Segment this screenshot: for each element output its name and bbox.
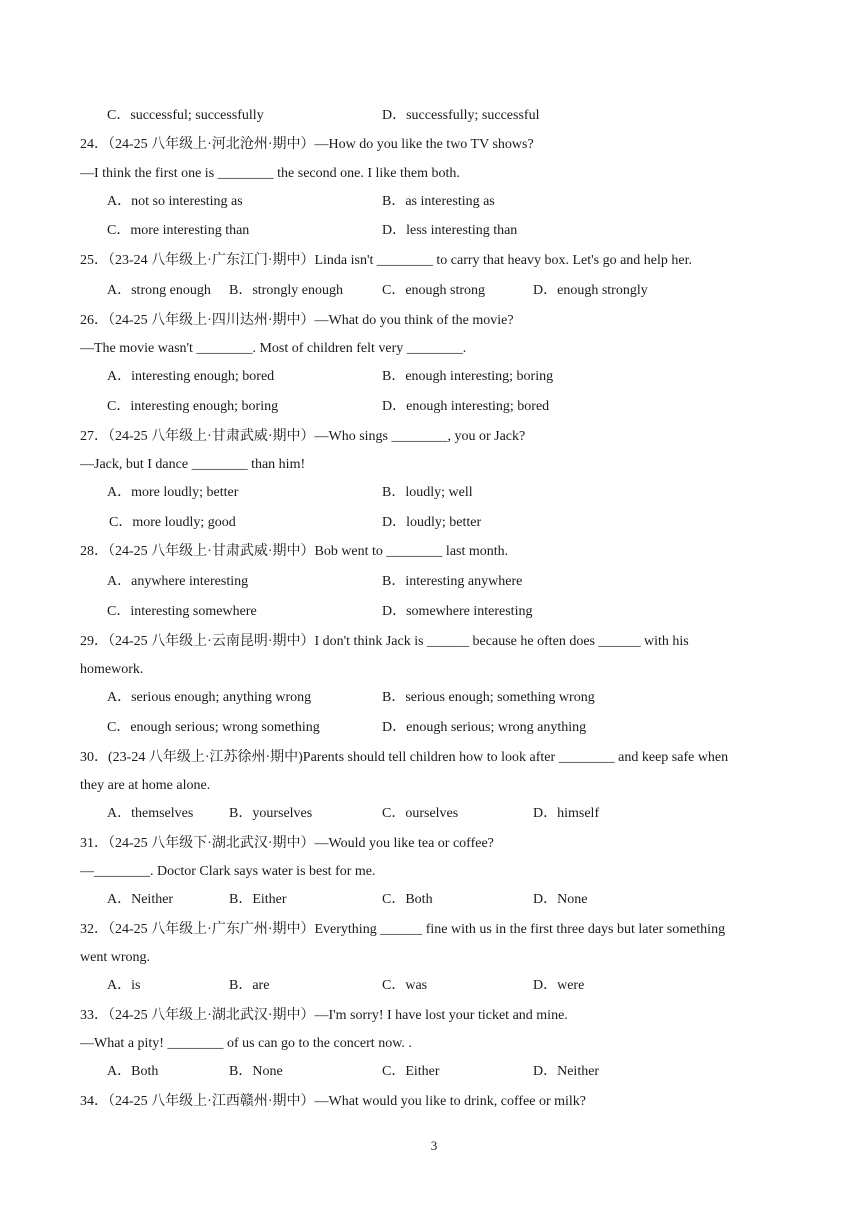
q24-options-row-1 — [107, 192, 827, 212]
q32-option-b: B．are — [229, 978, 270, 993]
q31-option-d: D．None — [533, 892, 588, 907]
q24-option-b: B．as interesting as — [382, 194, 495, 209]
q26-option-c: C．interesting enough; boring — [107, 399, 279, 414]
q28-option-c: C．interesting somewhere — [107, 604, 257, 619]
q25-option-a: A．strong enough — [107, 283, 211, 298]
q29-option-c: C．enough serious; wrong something — [107, 720, 320, 735]
q30-option-a: A．themselves — [107, 806, 194, 821]
q32-options-row — [107, 976, 827, 996]
q32-option-a: A．is — [107, 978, 141, 993]
q32-option-d: D．were — [533, 978, 585, 993]
q27-option-b: B．loudly; well — [382, 485, 473, 500]
q24-stem: 24．（24-25 八年级上·河北沧州·期中）—How do you like the two TV shows? — [80, 137, 534, 152]
q25-option-b: B．strongly enough — [229, 283, 343, 298]
q33-stem-2: —What a pity! ________ of us can go to the concert now. . — [80, 1036, 412, 1051]
q33-option-b: B．None — [229, 1064, 283, 1079]
q25-option-c: C．enough strong — [382, 283, 486, 298]
q27-options-row-1 — [107, 483, 827, 503]
q33-stem: 33．（24-25 八年级上·湖北武汉·期中）—I'm sorry! I have lost your ticket and mine. — [80, 1008, 568, 1023]
q33-option-d: D．Neither — [533, 1064, 600, 1079]
q31-option-a: A．Neither — [107, 892, 174, 907]
q30-options-row — [107, 804, 827, 824]
q26-stem: 26．（24-25 八年级上·四川达州·期中）—What do you think of the movie? — [80, 313, 514, 328]
q29-options-row-2 — [107, 718, 827, 738]
q30-option-b: B．yourselves — [229, 806, 313, 821]
q33-option-a: A．Both — [107, 1064, 159, 1079]
q26-options-row-2 — [107, 397, 827, 417]
q29-option-d: D．enough serious; wrong anything — [382, 720, 587, 735]
q28-options-row-1 — [107, 572, 827, 592]
q30-stem: 30．(23-24 八年级上·江苏徐州·期中)Parents should tell children how to look after ________ and keep safe when — [80, 750, 729, 765]
q24-option-a: A．not so interesting as — [107, 194, 243, 209]
q27-options-row-2 — [107, 513, 827, 533]
q31-stem-2: —________. Doctor Clark says water is best for me. — [80, 864, 376, 879]
q26-options-row-1 — [107, 367, 827, 387]
q28-options-row-2 — [107, 602, 827, 622]
q27-stem-2: —Jack, but I dance ________ than him! — [80, 457, 306, 472]
q27-option-a: A．more loudly; better — [107, 485, 239, 500]
q28-option-a: A．anywhere interesting — [107, 574, 249, 589]
q30-stem-2: they are at home alone. — [80, 778, 211, 793]
q28-option-b: B．interesting anywhere — [382, 574, 523, 589]
q27-stem: 27．（24-25 八年级上·甘肃武威·期中）—Who sings ________, you or Jack? — [80, 429, 526, 444]
q28-stem: 28．（24-25 八年级上·甘肃武威·期中）Bob went to ________ last month. — [80, 544, 509, 559]
q24-stem-2: —I think the first one is ________ the second one. I like them both. — [80, 166, 460, 181]
q31-option-b: B．Either — [229, 892, 287, 907]
q25-options-row — [107, 281, 827, 301]
q30-option-d: D．himself — [533, 806, 600, 821]
q31-options-row — [107, 890, 827, 910]
page-number: 3 — [430, 1138, 438, 1153]
q29-stem: 29．（24-25 八年级上·云南昆明·期中）I don't think Jack is ______ because he often does ______ with his — [80, 634, 689, 649]
q32-stem-2: went wrong. — [80, 950, 150, 965]
q26-option-d: D．enough interesting; bored — [382, 399, 550, 414]
q23-option-c: C．successful; successfully — [107, 108, 264, 123]
q28-option-d: D．somewhere interesting — [382, 604, 533, 619]
q23-option-d: D．successfully; successful — [382, 108, 540, 123]
q31-option-c: C．Both — [382, 892, 433, 907]
q29-stem-2: homework. — [80, 662, 144, 677]
q31-stem: 31．（24-25 八年级下·湖北武汉·期中）—Would you like tea or coffee? — [80, 836, 494, 851]
q24-options-row-2 — [107, 221, 827, 241]
q24-option-c: C．more interesting than — [107, 223, 250, 238]
q23-options-row — [107, 106, 827, 126]
q30-option-c: C．ourselves — [382, 806, 459, 821]
q32-option-c: C．was — [382, 978, 428, 993]
q29-option-b: B．serious enough; something wrong — [382, 690, 595, 705]
q29-options-row-1 — [107, 688, 827, 708]
q27-option-c: C．more loudly; good — [109, 515, 236, 530]
q26-option-b: B．enough interesting; boring — [382, 369, 554, 384]
q32-stem: 32．（24-25 八年级上·广东广州·期中）Everything ______ fine with us in the first three days but later something — [80, 922, 726, 937]
q25-option-d: D．enough strongly — [533, 283, 648, 298]
q29-option-a: A．serious enough; anything wrong — [107, 690, 312, 705]
q24-option-d: D．less interesting than — [382, 223, 518, 238]
q26-option-a: A．interesting enough; bored — [107, 369, 275, 384]
q26-stem-2: —The movie wasn't ________. Most of children felt very ________. — [80, 341, 467, 356]
q34-stem: 34．（24-25 八年级上·江西赣州·期中）—What would you like to drink, coffee or milk? — [80, 1094, 586, 1109]
q33-option-c: C．Either — [382, 1064, 440, 1079]
q33-options-row — [107, 1062, 827, 1082]
q25-stem: 25．（23-24 八年级上·广东江门·期中）Linda isn't ________ to carry that heavy box. Let's go and help her. — [80, 253, 693, 268]
q27-option-d: D．loudly; better — [382, 515, 482, 530]
